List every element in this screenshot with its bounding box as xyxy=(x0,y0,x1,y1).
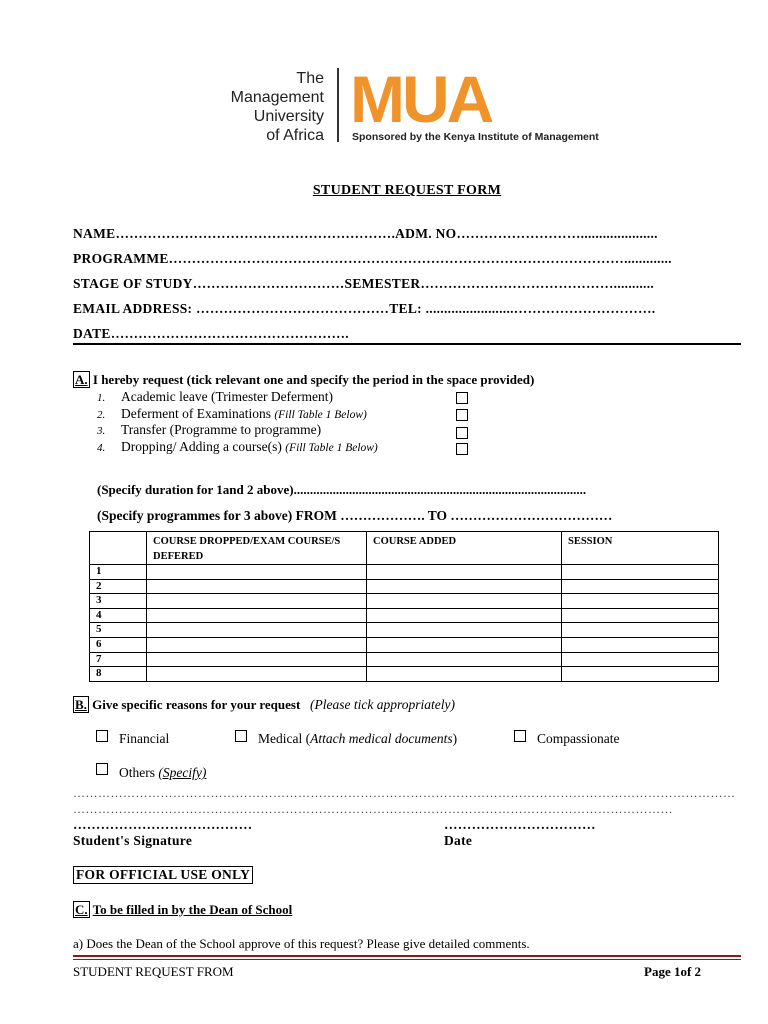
request-option-4-checkbox[interactable] xyxy=(456,443,468,455)
cell-course-added[interactable] xyxy=(367,565,562,580)
financial-checkbox[interactable] xyxy=(96,730,108,742)
footer-page-number: Page 1of 2 xyxy=(644,964,702,979)
cell-session[interactable] xyxy=(562,623,719,638)
medical-checkbox[interactable] xyxy=(235,730,247,742)
cell-session[interactable] xyxy=(562,608,719,623)
option-number: 3. xyxy=(97,425,106,437)
cell-course-dropped[interactable] xyxy=(147,594,367,609)
compassionate-label: Compassionate xyxy=(537,731,620,746)
option-note: (Fill Table 1 Below) xyxy=(274,409,367,421)
row-number: 4 xyxy=(90,608,147,623)
medical-text: Medical ( xyxy=(258,731,311,746)
option-number: 2. xyxy=(97,409,106,421)
section-a-text: I hereby request (tick relevant one and specify the period in the space provided) xyxy=(92,372,535,387)
logo-divider xyxy=(337,68,339,142)
form-title: STUDENT REQUEST FORM xyxy=(312,183,502,198)
medical-label xyxy=(258,731,457,747)
header-course-dropped: COURSE DROPPED/EXAM COURSE/S DEFERED xyxy=(147,532,367,565)
header-course-added: COURSE ADDED xyxy=(367,532,562,565)
footer-rule xyxy=(73,955,741,957)
header-session: SESSION xyxy=(562,532,719,565)
medical-close: ) xyxy=(452,731,458,746)
table-row xyxy=(90,594,719,609)
row-number: 1 xyxy=(90,565,147,580)
compassionate-checkbox[interactable] xyxy=(514,730,526,742)
official-use-label: FOR OFFICIAL USE ONLY xyxy=(73,866,253,884)
logo-line-africa: of Africa xyxy=(266,127,324,144)
cell-session[interactable] xyxy=(562,667,719,682)
cell-course-dropped[interactable] xyxy=(147,667,367,682)
cell-session[interactable] xyxy=(562,652,719,667)
cell-course-dropped[interactable] xyxy=(147,579,367,594)
header-divider xyxy=(73,343,741,345)
row-number: 3 xyxy=(90,594,147,609)
request-option-1 xyxy=(97,389,333,405)
request-option-2 xyxy=(97,406,367,422)
cell-course-added[interactable] xyxy=(367,637,562,652)
request-option-2-checkbox[interactable] xyxy=(456,409,468,421)
stage-semester-field[interactable]: STAGE OF STUDY……………………………SEMESTER……………………………………........... xyxy=(73,276,655,291)
request-option-1-checkbox[interactable] xyxy=(456,392,468,404)
section-b-text: Give specific reasons for your request xyxy=(92,697,301,712)
cell-course-added[interactable] xyxy=(367,579,562,594)
table-row xyxy=(90,667,719,682)
option-label: Academic leave (Trimester Deferment) xyxy=(121,389,334,404)
table-row xyxy=(90,565,719,580)
table-row xyxy=(90,652,719,667)
section-c-text: To be filled in by the Dean of School xyxy=(92,902,293,917)
cell-session[interactable] xyxy=(562,637,719,652)
option-number: 1. xyxy=(97,392,106,404)
cell-session[interactable] xyxy=(562,565,719,580)
table-row xyxy=(90,579,719,594)
course-table xyxy=(89,531,719,682)
table-row xyxy=(90,623,719,638)
logo-wordmark xyxy=(170,69,324,145)
footer-rule-thin xyxy=(73,959,741,960)
date-signature-label: Date xyxy=(444,833,473,848)
cell-course-added[interactable] xyxy=(367,652,562,667)
financial-label: Financial xyxy=(119,731,170,746)
header-index xyxy=(90,532,147,565)
logo-sponsor-text: Sponsored by the Kenya Institute of Management xyxy=(352,131,599,143)
cell-course-added[interactable] xyxy=(367,623,562,638)
mua-logo-mark: MUA xyxy=(350,62,492,136)
dean-question: a) Does the Dean of the School approve of this request? Please give detailed comments. xyxy=(73,936,530,951)
row-number: 7 xyxy=(90,652,147,667)
logo-line-management: Management xyxy=(230,89,324,106)
footer-title: STUDENT REQUEST FROM xyxy=(73,964,234,979)
medical-note: Attach medical documents xyxy=(310,731,453,746)
date-signature-line[interactable]: …………………………… xyxy=(444,817,596,832)
programme-field[interactable]: PROGRAMME………………………………………………………………………………………............. xyxy=(73,251,672,266)
table-row xyxy=(90,637,719,652)
course-table-header xyxy=(90,532,719,565)
programmes-field[interactable]: (Specify programmes for 3 above) FROM ………………. TO ……………………………… xyxy=(97,508,613,523)
option-label: Transfer (Programme to programme) xyxy=(121,422,322,437)
row-number: 6 xyxy=(90,637,147,652)
option-number: 4. xyxy=(97,442,106,454)
section-c-heading xyxy=(73,902,292,918)
student-signature-line[interactable]: ………………………………… xyxy=(73,817,253,832)
duration-field[interactable]: (Specify duration for 1and 2 above).......................................................................................... xyxy=(97,482,587,497)
option-note: (Fill Table 1 Below) xyxy=(285,442,378,454)
row-number: 5 xyxy=(90,623,147,638)
others-text: Others xyxy=(119,765,159,780)
others-label xyxy=(119,765,206,781)
logo-line-university: University xyxy=(253,108,324,125)
row-number: 8 xyxy=(90,667,147,682)
reason-line-2[interactable]: ……………………………………………………………………………………………………………………………… xyxy=(73,802,673,816)
name-adm-field[interactable]: NAME…………………………………………………….ADM. NO………………………..................... xyxy=(73,226,658,241)
cell-course-dropped[interactable] xyxy=(147,637,367,652)
cell-course-added[interactable] xyxy=(367,608,562,623)
cell-course-added[interactable] xyxy=(367,667,562,682)
cell-course-dropped[interactable] xyxy=(147,565,367,580)
request-option-4 xyxy=(97,439,378,455)
logo-line-the: The xyxy=(296,70,324,87)
request-option-3-checkbox[interactable] xyxy=(456,427,468,439)
reason-line-1[interactable]: …………………………………………………………………………………………………………………………………………… xyxy=(73,786,736,800)
request-option-3 xyxy=(97,422,321,438)
date-field[interactable]: DATE……………………………………………. xyxy=(73,326,349,341)
row-number: 2 xyxy=(90,579,147,594)
section-b-letter: B. xyxy=(75,697,87,712)
cell-session[interactable] xyxy=(562,594,719,609)
cell-course-dropped[interactable] xyxy=(147,652,367,667)
cell-course-dropped[interactable] xyxy=(147,608,367,623)
section-a-heading xyxy=(73,372,534,388)
table-row xyxy=(90,608,719,623)
section-b-heading xyxy=(73,697,455,713)
section-c-letter: C. xyxy=(75,902,88,917)
section-b-hint: (Please tick appropriately) xyxy=(310,697,455,712)
cell-course-dropped[interactable] xyxy=(147,623,367,638)
student-signature-label: Student's Signature xyxy=(73,833,193,848)
others-checkbox[interactable] xyxy=(96,763,108,775)
option-label: Deferment of Examinations xyxy=(121,406,275,421)
others-note: (Specify) xyxy=(158,765,207,780)
section-a-letter: A. xyxy=(75,372,88,387)
cell-session[interactable] xyxy=(562,579,719,594)
cell-course-added[interactable] xyxy=(367,594,562,609)
option-label: Dropping/ Adding a course(s) xyxy=(121,439,286,454)
email-tel-field[interactable]: EMAIL ADDRESS: ……………………………………TEL: ........................…………………………. xyxy=(73,301,656,316)
